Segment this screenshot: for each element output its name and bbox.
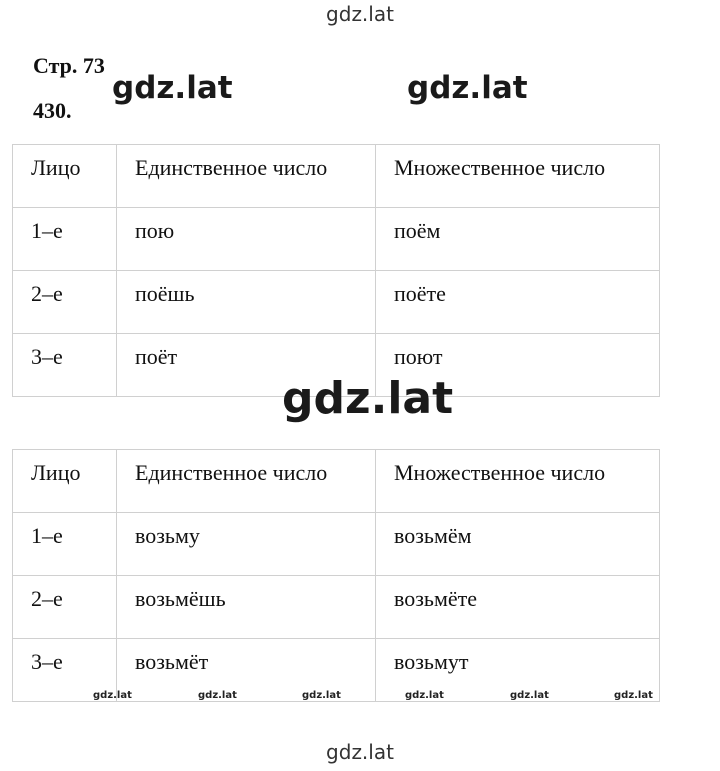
conjugation-table-1 — [12, 144, 660, 397]
cell-plural: возьмём — [376, 513, 660, 576]
watermark-small: gdz.lat — [510, 690, 549, 701]
cell-person: 3–е — [13, 334, 117, 397]
cell-person: 1–е — [13, 513, 117, 576]
header-cell-plural: Множественное число — [376, 450, 660, 513]
cell-plural: возьмёте — [376, 576, 660, 639]
table-row — [13, 513, 660, 576]
cell-singular: пою — [117, 208, 376, 271]
cell-plural: поём — [376, 208, 660, 271]
cell-singular: поёшь — [117, 271, 376, 334]
watermark-mid-left: gdz.lat — [112, 70, 233, 106]
watermark-small: gdz.lat — [614, 690, 653, 701]
watermark-small: gdz.lat — [302, 690, 341, 701]
page-label: Стр. 73 — [33, 53, 105, 78]
cell-plural: поют — [376, 334, 660, 397]
table-header-row — [13, 450, 660, 513]
cell-plural: поёте — [376, 271, 660, 334]
header-cell-person: Лицо — [13, 450, 117, 513]
table-row — [13, 271, 660, 334]
watermark-small: gdz.lat — [198, 690, 237, 701]
cell-person: 2–е — [13, 576, 117, 639]
cell-person: 1–е — [13, 208, 117, 271]
header-cell-person: Лицо — [13, 145, 117, 208]
watermark-mid-right: gdz.lat — [407, 70, 528, 106]
cell-plural: возьмут — [376, 639, 660, 702]
cell-singular: поёт — [117, 334, 376, 397]
watermark-bottom: gdz.lat — [326, 740, 394, 764]
cell-singular: возьму — [117, 513, 376, 576]
cell-person: 3–е — [13, 639, 117, 702]
exercise-number: 430. — [33, 98, 72, 123]
watermark-top: gdz.lat — [326, 2, 394, 26]
header-cell-singular: Единственное число — [117, 145, 376, 208]
header-cell-plural: Множественное число — [376, 145, 660, 208]
cell-singular: возьмёшь — [117, 576, 376, 639]
table-header-row — [13, 145, 660, 208]
watermark-small: gdz.lat — [93, 690, 132, 701]
watermark-center-large: gdz.lat — [282, 373, 454, 424]
watermark-small: gdz.lat — [405, 690, 444, 701]
table-row — [13, 208, 660, 271]
table-row — [13, 576, 660, 639]
header-cell-singular: Единственное число — [117, 450, 376, 513]
cell-singular: возьмёт — [117, 639, 376, 702]
cell-person: 2–е — [13, 271, 117, 334]
conjugation-table-2 — [12, 449, 660, 702]
